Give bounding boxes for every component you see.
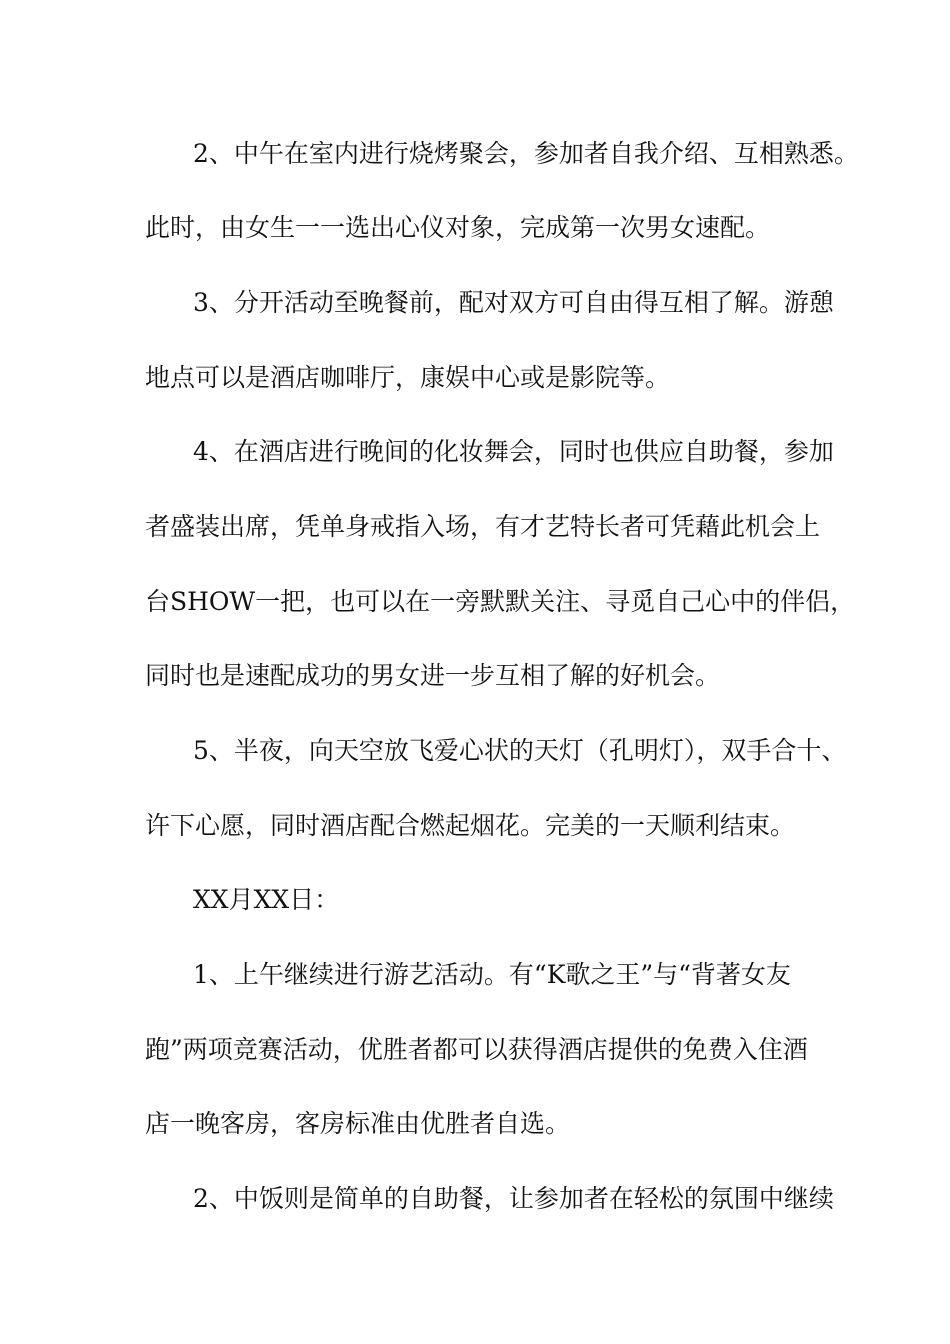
paragraph-line: 2、中饭则是简单的自助餐，让参加者在轻松的氛围中继续 (193, 1184, 834, 1213)
paragraph-line: 地点可以是酒店咖啡厅，康娱中心或是影院等。 (145, 363, 671, 392)
paragraph-line: 同时也是速配成功的男女进一步互相了解的好机会。 (145, 661, 721, 690)
paragraph-line: 许下心愿，同时酒店配合燃起烟花。完美的一天顺利结束。 (145, 811, 796, 840)
paragraph-line: 4、在酒店进行晚间的化妆舞会，同时也供应自助餐，参加 (193, 437, 834, 466)
paragraph-line: 台SHOW一把，也可以在一旁默默关注、寻觅自己心中的伴侣， (145, 587, 856, 616)
paragraph-line: 此时，由女生一一选出心仪对象，完成第一次男女速配。 (145, 213, 771, 242)
paragraph-line: 5、半夜，向天空放飞爱心状的天灯（孔明灯），双手合十、 (193, 736, 847, 765)
date-heading: XX月XX日： (193, 885, 340, 914)
paragraph-line: 3、分开活动至晚餐前，配对双方可自由得互相了解。游憩 (193, 288, 834, 317)
paragraph-line: 者盛装出席，凭单身戒指入场，有才艺特长者可凭藉此机会上 (145, 512, 821, 541)
paragraph-line: 1、上午继续进行游艺活动。有“K歌之王”与“背著女友 (193, 960, 791, 989)
paragraph-line: 店一晚客房，客房标准由优胜者自选。 (145, 1109, 571, 1138)
paragraph-line: 跑”两项竞赛活动，优胜者都可以获得酒店提供的免费入住酒 (145, 1035, 808, 1064)
paragraph-line: 2、中午在室内进行烧烤聚会，参加者自我介绍、互相熟悉。 (193, 139, 859, 168)
